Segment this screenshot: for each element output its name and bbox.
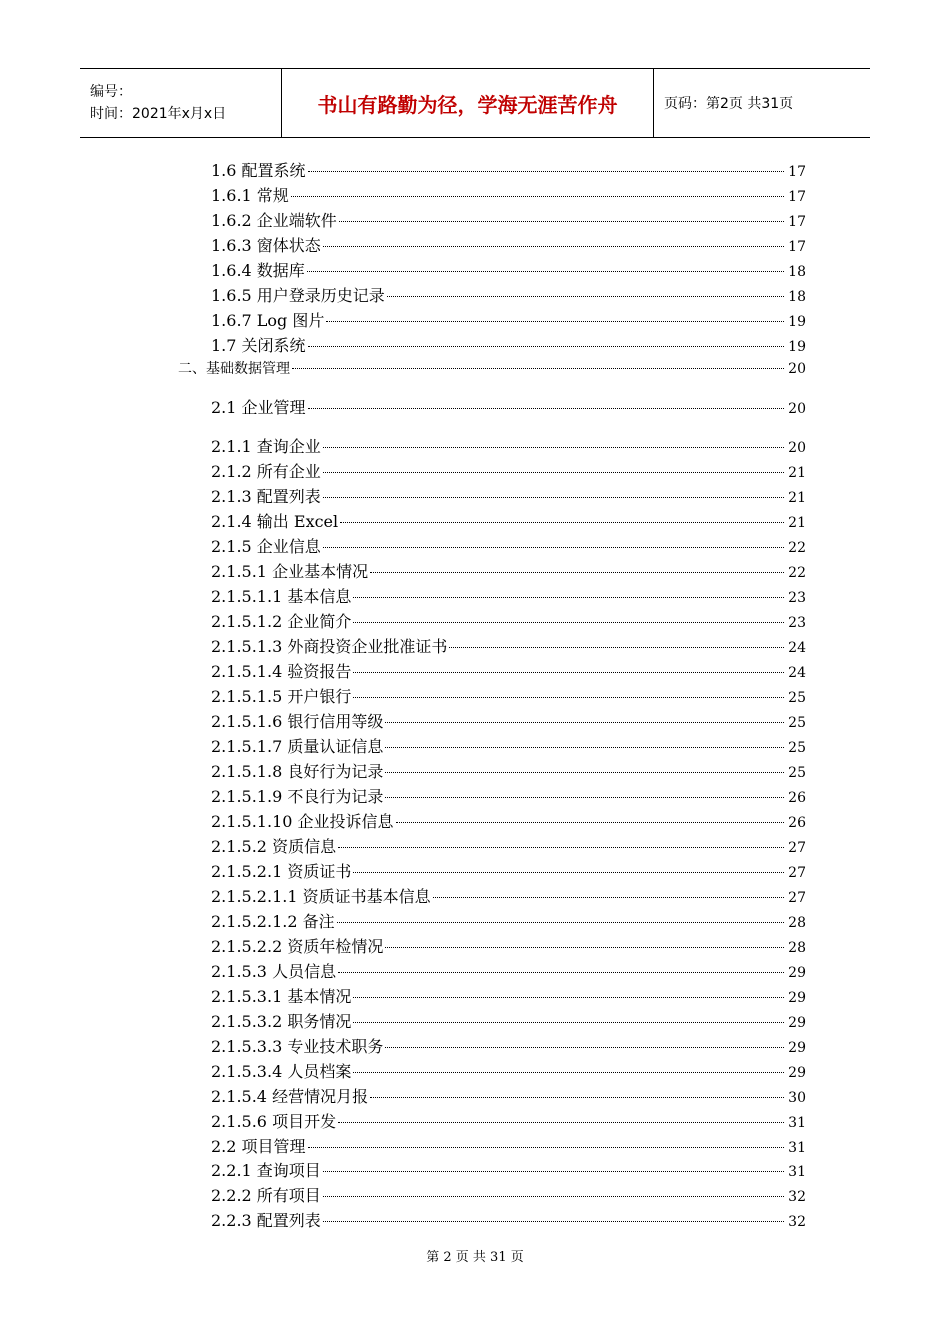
toc-leader-dots: [338, 971, 784, 973]
toc-entry-page: 21: [788, 490, 806, 506]
toc-entry-title: 2.1.5.3.4 人员档案: [211, 1062, 352, 1081]
toc-entry[interactable]: [211, 859, 806, 882]
toc-leader-dots: [353, 621, 784, 623]
toc-leader-dots: [353, 671, 784, 673]
toc-entry-title: 2.1.5.2 资质信息: [211, 837, 337, 856]
toc-leader-dots: [340, 521, 784, 523]
toc-entry[interactable]: [211, 509, 806, 532]
toc-leader-dots: [337, 921, 784, 923]
toc-entry-page: 32: [788, 1214, 806, 1230]
toc-entry[interactable]: [211, 959, 806, 982]
toc-entry-page: 29: [788, 1040, 806, 1056]
toc-entry-title: 2.1.5.2.1.2 备注: [211, 912, 335, 931]
toc-leader-dots: [323, 471, 784, 473]
toc-entry-title: 二、基础数据管理: [178, 361, 290, 377]
toc-entry[interactable]: [211, 584, 806, 607]
toc-entry-title: 2.2.3 配置列表: [211, 1211, 321, 1230]
toc-leader-dots: [433, 896, 784, 898]
toc-entry-page: 25: [788, 740, 806, 756]
toc-entry[interactable]: [211, 183, 806, 206]
toc-entry-title: 2.2.2 所有项目: [211, 1186, 321, 1205]
toc-leader-dots: [338, 846, 784, 848]
toc-entry[interactable]: [178, 358, 806, 378]
toc-leader-dots: [353, 696, 784, 698]
toc-entry-title: 2.1.5.2.2 资质年检情况: [211, 937, 384, 956]
toc-entry-title: 2.1.5.6 项目开发: [211, 1112, 337, 1131]
toc-leader-dots: [353, 871, 784, 873]
toc-leader-dots: [387, 295, 784, 297]
toc-entry-page: 27: [788, 865, 806, 881]
toc-leader-dots: [323, 496, 784, 498]
toc-entry[interactable]: [211, 1208, 806, 1231]
toc-leader-dots: [323, 446, 784, 448]
toc-leader-dots: [323, 1220, 784, 1222]
toc-entry-title: 2.1.5.2.1 资质证书: [211, 862, 352, 881]
toc-leader-dots: [339, 220, 784, 222]
toc-leader-dots: [323, 1195, 784, 1197]
toc-leader-dots: [385, 1046, 784, 1048]
toc-entry-page: 28: [788, 940, 806, 956]
toc-entry[interactable]: [211, 1009, 806, 1032]
toc-entry-page: 26: [788, 790, 806, 806]
toc-entry-page: 25: [788, 690, 806, 706]
toc-leader-dots: [385, 946, 784, 948]
toc-entry-title: 2.1.5.3.2 职务情况: [211, 1012, 352, 1031]
toc-entry-title: 2.2.1 查询项目: [211, 1161, 321, 1180]
toc-entry[interactable]: [211, 1134, 806, 1157]
toc-entry[interactable]: [211, 559, 806, 582]
toc-entry-page: 31: [788, 1164, 806, 1180]
toc-entry-title: 2.1.3 配置列表: [211, 487, 321, 506]
toc-leader-dots: [308, 345, 784, 347]
toc-entry[interactable]: [211, 333, 806, 356]
toc-entry[interactable]: [211, 759, 806, 782]
toc-entry[interactable]: [211, 233, 806, 256]
toc-entry-title: 2.1.5.1.9 不良行为记录: [211, 787, 384, 806]
toc-entry-page: 17: [788, 214, 806, 230]
motto-text: 书山有路勤为径，学海无涯苦作舟: [317, 92, 618, 117]
toc-entry-page: 27: [788, 840, 806, 856]
toc-leader-dots: [323, 1170, 784, 1172]
toc-entry-title: 2.1 企业管理: [211, 398, 306, 417]
toc-leader-dots: [323, 245, 784, 247]
toc-leader-dots: [308, 1146, 784, 1148]
toc-entry-page: 31: [788, 1115, 806, 1131]
toc-entry-title: 2.1.5.1.1 基本信息: [211, 587, 352, 606]
toc-entry[interactable]: [211, 1183, 806, 1206]
toc-leader-dots: [307, 270, 784, 272]
toc-entry-title: 2.1.5.3.1 基本情况: [211, 987, 352, 1006]
header-left: [80, 69, 282, 137]
header-right: [654, 69, 870, 137]
toc-entry-page: 29: [788, 990, 806, 1006]
toc-entry[interactable]: [211, 459, 806, 482]
toc-entry[interactable]: [211, 208, 806, 231]
toc-leader-dots: [291, 195, 784, 197]
toc-entry[interactable]: [211, 1084, 806, 1107]
toc-entry-page: 29: [788, 1015, 806, 1031]
toc-entry-title: 2.1.5.1.6 银行信用等级: [211, 712, 384, 731]
toc-entry[interactable]: [211, 258, 806, 281]
toc-leader-dots: [385, 771, 784, 773]
toc-entry-title: 2.1.5.3 人员信息: [211, 962, 337, 981]
toc-entry[interactable]: [211, 484, 806, 507]
toc-entry[interactable]: [211, 1109, 806, 1132]
toc-entry-page: 25: [788, 765, 806, 781]
toc-entry[interactable]: [211, 784, 806, 807]
toc-entry-page: 17: [788, 164, 806, 180]
toc-entry[interactable]: [211, 909, 806, 932]
toc-entry-title: 2.1.5.1.8 良好行为记录: [211, 762, 384, 781]
toc-entry-title: 2.1.5.4 经营情况月报: [211, 1087, 369, 1106]
toc-entry-page: 17: [788, 189, 806, 205]
toc-entry[interactable]: [211, 634, 806, 657]
toc-entry[interactable]: [211, 395, 806, 418]
toc-entry-title: 2.1.5.1.2 企业简介: [211, 612, 352, 631]
toc-entry-page: 20: [788, 440, 806, 456]
toc-entry-title: 1.6.3 窗体状态: [211, 236, 321, 255]
page-label: 页码：第2页 共31页: [664, 96, 794, 112]
toc-leader-dots: [323, 546, 784, 548]
toc-entry-title: 2.1.2 所有企业: [211, 462, 321, 481]
toc-entry-title: 2.1.5.1.7 质量认证信息: [211, 737, 384, 756]
toc-leader-dots: [396, 821, 784, 823]
toc-entry-title: 2.1.5.2.1.1 资质证书基本信息: [211, 887, 431, 906]
toc-leader-dots: [385, 746, 784, 748]
toc-entry-page: 18: [788, 289, 806, 305]
toc-entry-page: 29: [788, 965, 806, 981]
toc-entry-page: 24: [788, 665, 806, 681]
toc-entry-title: 2.1.5 企业信息: [211, 537, 321, 556]
toc-entry-title: 2.1.5.1 企业基本情况: [211, 562, 369, 581]
toc-leader-dots: [370, 1096, 784, 1098]
toc-leader-dots: [353, 996, 784, 998]
toc-entry-title: 2.2 项目管理: [211, 1137, 306, 1156]
toc-entry-page: 19: [788, 339, 806, 355]
number-label: 编号：: [90, 84, 132, 100]
toc-entry-page: 22: [788, 540, 806, 556]
toc-entry[interactable]: [211, 809, 806, 832]
toc-leader-dots: [326, 320, 784, 322]
toc-entry[interactable]: [211, 283, 806, 306]
toc-leader-dots: [385, 721, 784, 723]
toc-entry[interactable]: [211, 158, 806, 181]
page-footer: 第 2 页 共 31 页: [426, 1250, 524, 1265]
toc-entry-page: 31: [788, 1140, 806, 1156]
toc-entry-title: 2.1.5.1.5 开户银行: [211, 687, 352, 706]
toc-leader-dots: [370, 571, 784, 573]
toc-entry-title: 2.1.1 查询企业: [211, 437, 321, 456]
toc-entry[interactable]: [211, 684, 806, 707]
toc-entry-page: 22: [788, 565, 806, 581]
toc-entry[interactable]: [211, 659, 806, 682]
header-motto: [282, 69, 654, 137]
toc-entry-title: 1.6.2 企业端软件: [211, 211, 337, 230]
toc-entry-page: 21: [788, 465, 806, 481]
toc-entry-page: 18: [788, 264, 806, 280]
toc-entry-page: 25: [788, 715, 806, 731]
toc-entry[interactable]: [211, 934, 806, 957]
toc-leader-dots: [353, 1021, 784, 1023]
toc-leader-dots: [449, 646, 784, 648]
toc-entry-title: 1.6 配置系统: [211, 161, 306, 180]
toc-entry-title: 1.6.5 用户登录历史记录: [211, 286, 385, 305]
toc-entry[interactable]: [211, 534, 806, 557]
toc-entry-title: 2.1.4 输出 Excel: [211, 512, 339, 531]
toc-leader-dots: [385, 796, 784, 798]
toc-entry-page: 29: [788, 1065, 806, 1081]
toc-entry[interactable]: [211, 734, 806, 757]
toc-entry[interactable]: [211, 1059, 806, 1082]
toc-entry[interactable]: [211, 308, 806, 331]
toc-entry-title: 2.1.5.1.4 验资报告: [211, 662, 352, 681]
toc-entry[interactable]: [211, 1158, 806, 1181]
toc-entry-page: 24: [788, 640, 806, 656]
toc-entry-page: 23: [788, 615, 806, 631]
toc-entry-page: 23: [788, 590, 806, 606]
toc-entry-page: 26: [788, 815, 806, 831]
toc-leader-dots: [308, 170, 784, 172]
toc-entry-page: 28: [788, 915, 806, 931]
toc-entry-page: 20: [788, 361, 806, 377]
toc-leader-dots: [292, 367, 784, 369]
toc-entry-title: 1.6.1 常规: [211, 186, 289, 205]
toc-entry[interactable]: [211, 984, 806, 1007]
toc-entry[interactable]: [211, 834, 806, 857]
toc-leader-dots: [308, 407, 784, 409]
toc-entry-page: 27: [788, 890, 806, 906]
toc-entry-page: 17: [788, 239, 806, 255]
toc-leader-dots: [353, 1071, 784, 1073]
toc-entry[interactable]: [211, 434, 806, 457]
toc-entry-page: 32: [788, 1189, 806, 1205]
toc-entry[interactable]: [211, 884, 806, 907]
toc-leader-dots: [353, 596, 784, 598]
toc-entry-title: 2.1.5.1.3 外商投资企业批准证书: [211, 637, 448, 656]
toc-entry-title: 1.7 关闭系统: [211, 336, 306, 355]
toc-entry[interactable]: [211, 1034, 806, 1057]
page-header: [80, 68, 870, 138]
toc-entry[interactable]: [211, 709, 806, 732]
toc-entry-title: 1.6.7 Log 图片: [211, 311, 325, 330]
toc-leader-dots: [338, 1121, 784, 1123]
toc-entry-page: 21: [788, 515, 806, 531]
toc-entry[interactable]: [211, 609, 806, 632]
toc-entry-page: 30: [788, 1090, 806, 1106]
toc-entry-title: 2.1.5.3.3 专业技术职务: [211, 1037, 384, 1056]
toc-entry-page: 19: [788, 314, 806, 330]
toc-entry-title: 2.1.5.1.10 企业投诉信息: [211, 812, 394, 831]
toc-entry-page: 20: [788, 401, 806, 417]
time-label: 时间：2021年x月x日: [90, 106, 227, 122]
toc-entry-title: 1.6.4 数据库: [211, 261, 305, 280]
